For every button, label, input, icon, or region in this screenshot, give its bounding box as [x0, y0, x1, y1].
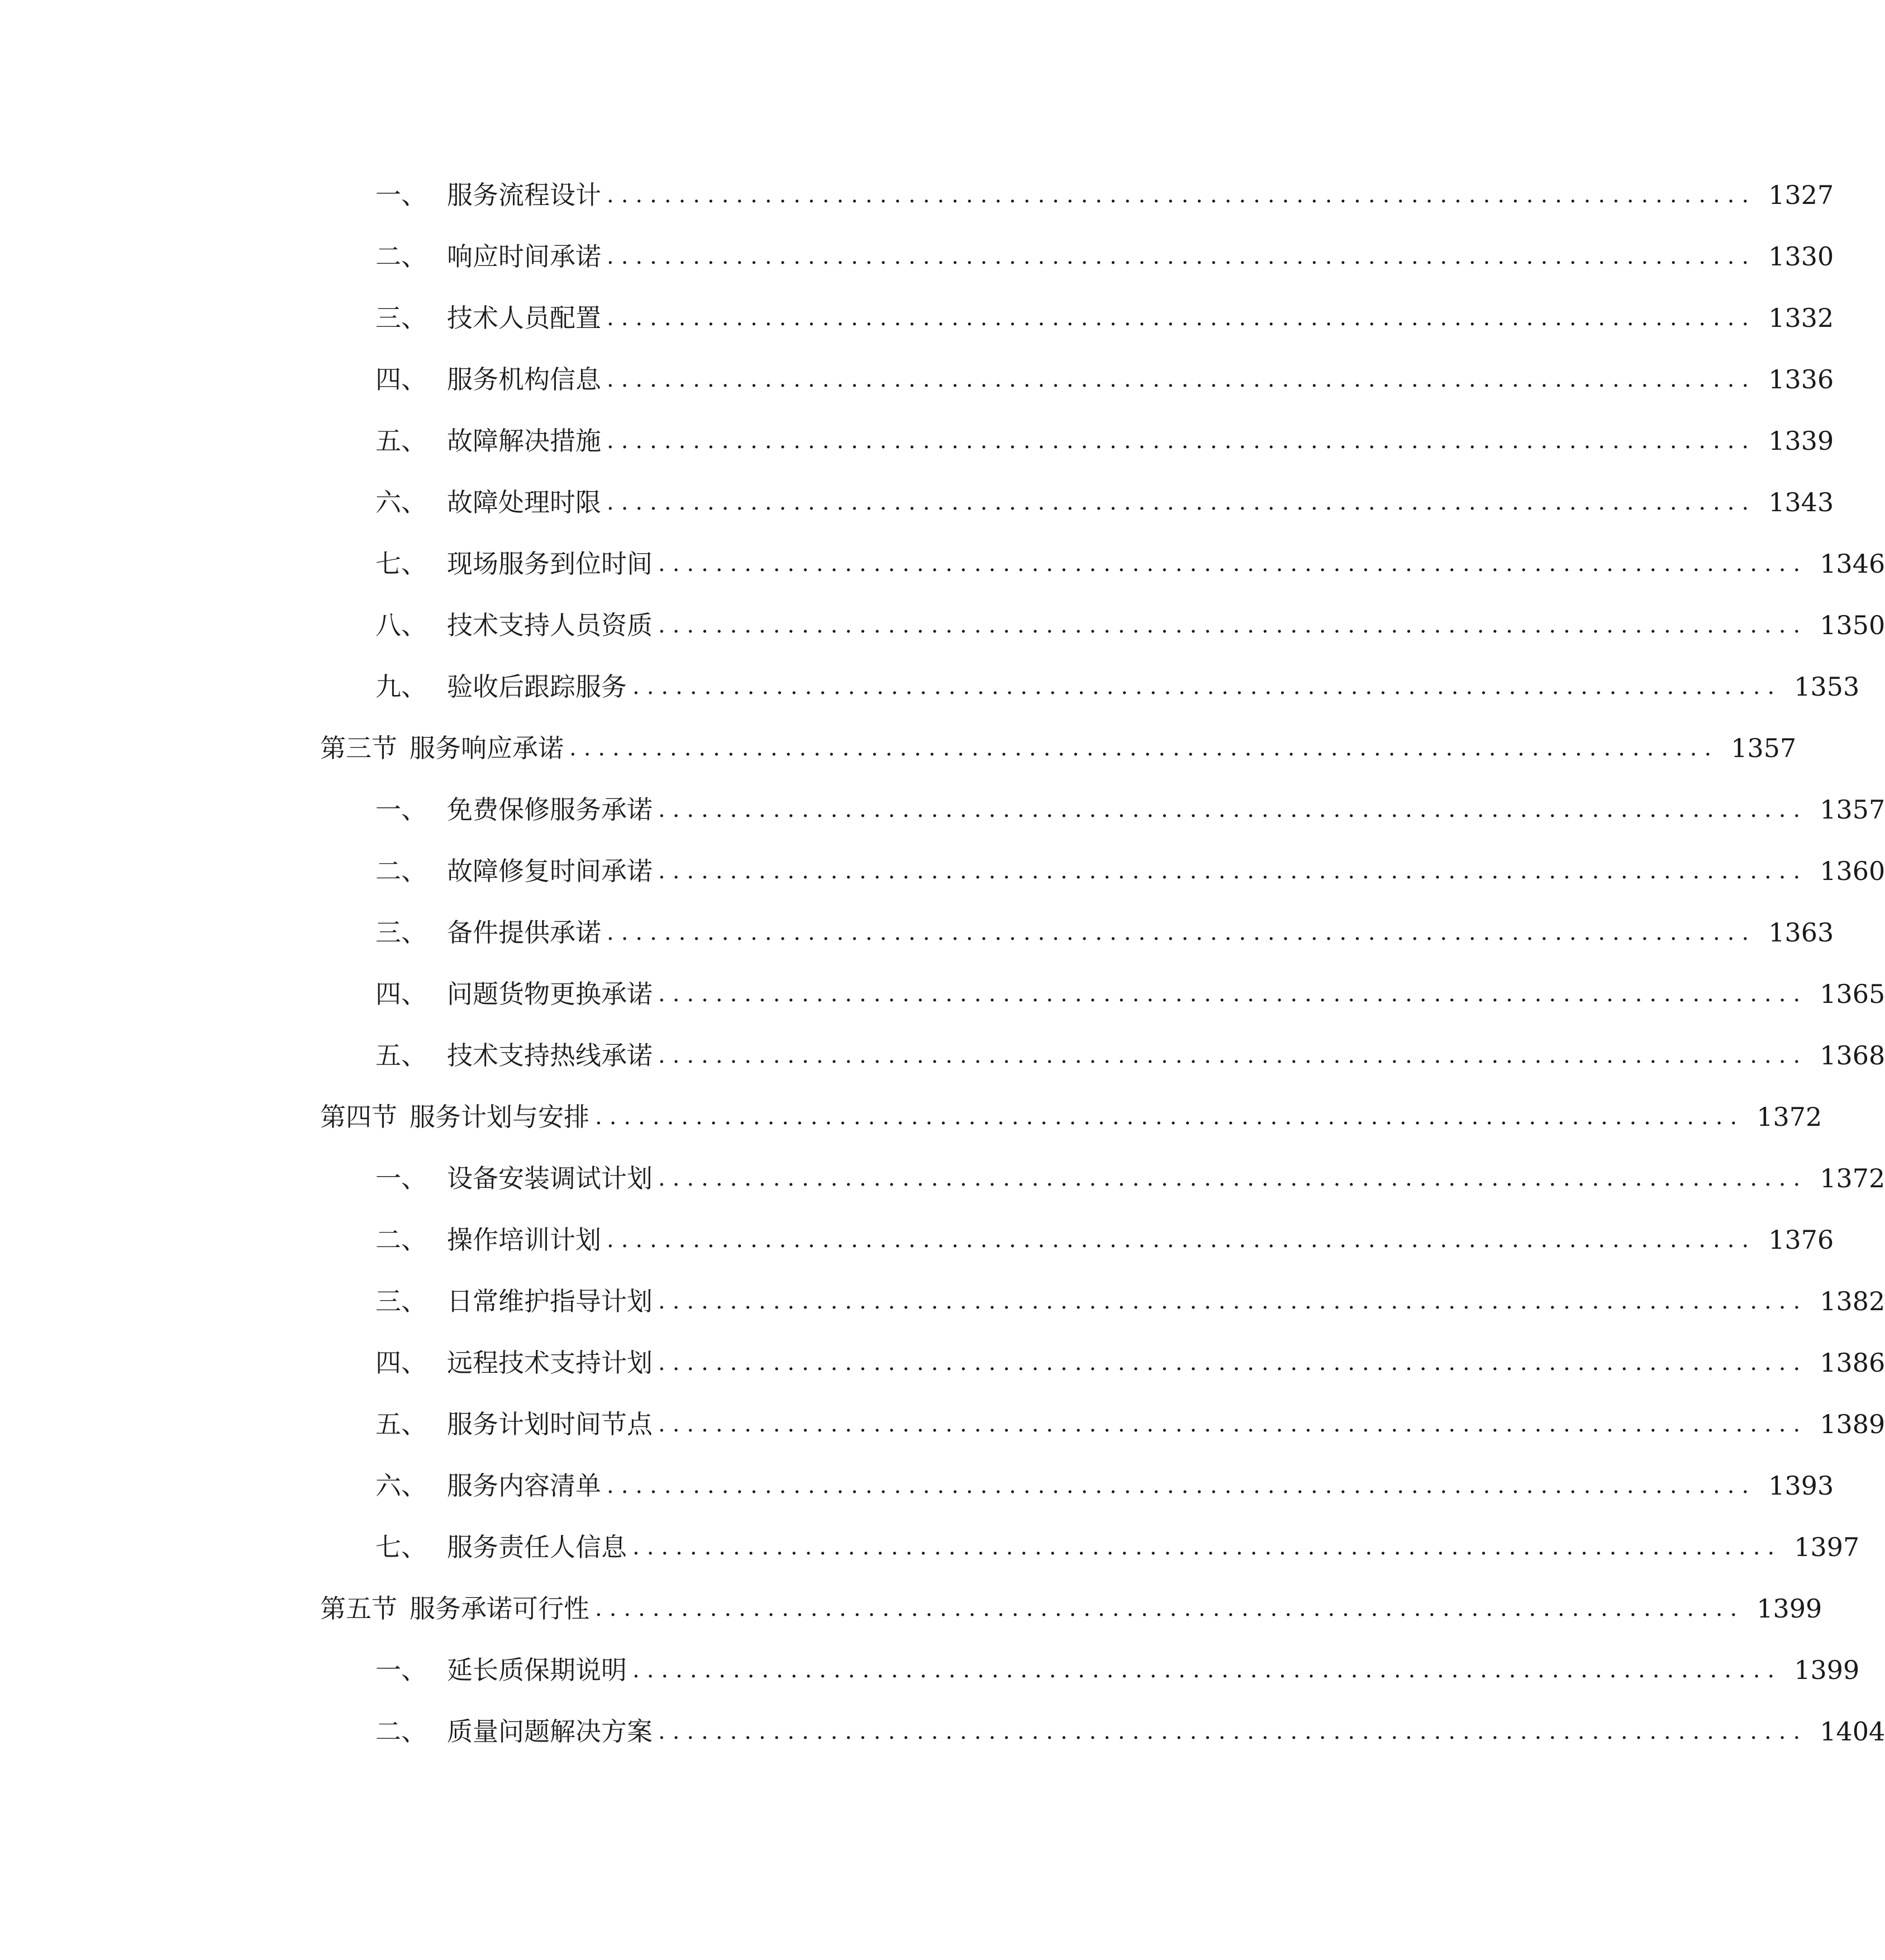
- toc-entry-title: 质量问题解决方案: [447, 1716, 653, 1747]
- dot-leader: ................................................................................: [607, 244, 1757, 269]
- toc-entry-title: 服务计划时间节点: [447, 1409, 653, 1439]
- toc-entry-title: 响应时间承诺: [447, 241, 601, 272]
- dot-leader: ................................................................................: [607, 367, 1757, 392]
- toc-entry-page-number: 1372: [1757, 1102, 1822, 1132]
- dot-leader: ................................................................................: [607, 489, 1757, 515]
- toc-entry-page-number: 1360: [1820, 856, 1885, 886]
- toc-entry[interactable]: [375, 1525, 1860, 1569]
- toc-section-title: 服务响应承诺: [410, 733, 564, 763]
- toc-entry-number: 一、: [375, 180, 427, 210]
- toc-entry-title: 技术人员配置: [447, 303, 601, 333]
- toc-entry-page-number: 1353: [1794, 672, 1860, 702]
- dot-leader: ................................................................................: [595, 1104, 1745, 1130]
- dot-leader: ................................................................................: [607, 1473, 1757, 1498]
- toc-entry[interactable]: [375, 1279, 1885, 1324]
- toc-entry-title: 故障修复时间承诺: [447, 856, 653, 886]
- toc-entry[interactable]: [375, 603, 1885, 648]
- toc-entry-title: 设备安装调试计划: [447, 1163, 653, 1193]
- toc-entry[interactable]: [375, 1402, 1885, 1447]
- toc-entry-number: 二、: [375, 1716, 427, 1747]
- toc-entry-page-number: 1343: [1768, 487, 1834, 517]
- toc-entry-title: 现场服务到位时间: [447, 549, 653, 579]
- toc-entry-page-number: 1363: [1768, 917, 1834, 948]
- toc-entry-page-number: 1399: [1794, 1655, 1860, 1685]
- toc-entry-number: 三、: [375, 1286, 427, 1316]
- toc-entry[interactable]: [375, 1340, 1885, 1385]
- toc-entry[interactable]: [375, 418, 1834, 463]
- toc-entry-title: 服务流程设计: [447, 180, 601, 210]
- toc-entry-number: 八、: [375, 610, 427, 640]
- toc-entry[interactable]: [375, 1033, 1885, 1078]
- toc-entry-number: 九、: [375, 672, 427, 702]
- toc-entry-number: 一、: [375, 795, 427, 825]
- toc-entry-page-number: 1327: [1768, 180, 1834, 210]
- toc-entry-title: 远程技术支持计划: [447, 1348, 653, 1378]
- toc-entry-page-number: 1365: [1820, 979, 1885, 1009]
- toc-entry[interactable]: [375, 1648, 1860, 1692]
- toc-entry[interactable]: [375, 357, 1834, 402]
- toc-entry-number: 七、: [375, 1532, 427, 1562]
- dot-leader: ................................................................................: [658, 1043, 1808, 1068]
- dot-leader: ................................................................................: [658, 1350, 1808, 1376]
- toc-entry[interactable]: [375, 480, 1834, 525]
- toc-entry-page-number: 1389: [1820, 1409, 1885, 1439]
- toc-entry[interactable]: [375, 1156, 1885, 1201]
- toc-entry-page-number: 1350: [1820, 610, 1885, 640]
- toc-entry-title: 服务内容清单: [447, 1471, 601, 1501]
- toc-entry-number: 二、: [375, 241, 427, 272]
- toc-entry[interactable]: [375, 849, 1885, 893]
- toc-entry-title: 故障解决措施: [447, 426, 601, 456]
- dot-leader: ................................................................................: [658, 1719, 1808, 1744]
- toc-entry[interactable]: [375, 910, 1834, 955]
- dot-leader: ................................................................................: [658, 1288, 1808, 1314]
- toc-entry-number: 三、: [375, 303, 427, 333]
- dot-leader: ................................................................................: [607, 920, 1757, 945]
- toc-section-number: 第五节: [320, 1593, 397, 1624]
- toc-entry-page-number: 1368: [1820, 1040, 1885, 1071]
- toc-entry-number: 六、: [375, 487, 427, 517]
- toc-entry-number: 一、: [375, 1163, 427, 1193]
- toc-entry[interactable]: [375, 787, 1885, 832]
- toc-entry-number: 五、: [375, 426, 427, 456]
- toc-entry-title: 故障处理时限: [447, 487, 601, 517]
- toc-entry-title: 日常维护指导计划: [447, 1286, 653, 1316]
- dot-leader: ................................................................................: [632, 1657, 1782, 1683]
- dot-leader: ................................................................................: [595, 1596, 1745, 1621]
- dot-leader: ................................................................................: [658, 612, 1808, 638]
- toc-entry[interactable]: [375, 1709, 1885, 1754]
- toc-entry-number: 七、: [375, 549, 427, 579]
- dot-leader: ................................................................................: [658, 1411, 1808, 1437]
- dot-leader: ................................................................................: [658, 551, 1808, 577]
- toc-entry-page-number: 1357: [1820, 795, 1885, 825]
- toc-entry-number: 五、: [375, 1040, 427, 1071]
- dot-leader: ................................................................................: [607, 428, 1757, 454]
- toc-entry-number: 二、: [375, 1225, 427, 1255]
- dot-leader: ................................................................................: [569, 735, 1719, 761]
- toc-entry[interactable]: [375, 972, 1885, 1016]
- dot-leader: ................................................................................: [658, 981, 1808, 1007]
- toc-entry-title: 技术支持人员资质: [447, 610, 653, 640]
- dot-leader: ................................................................................: [658, 797, 1808, 822]
- toc-entry-number: 二、: [375, 856, 427, 886]
- toc-section-number: 第三节: [320, 733, 397, 763]
- toc-entry-title: 问题货物更换承诺: [447, 979, 653, 1009]
- toc-entry[interactable]: [375, 1463, 1834, 1508]
- toc-entry-page-number: 1330: [1768, 241, 1834, 272]
- dot-leader: ................................................................................: [632, 674, 1782, 700]
- toc-entry-page-number: 1332: [1768, 303, 1834, 333]
- toc-entry-page-number: 1339: [1768, 426, 1834, 456]
- toc-entry-page-number: 1346: [1820, 549, 1885, 579]
- toc-entry-title: 免费保修服务承诺: [447, 795, 653, 825]
- toc-entry[interactable]: [375, 1217, 1834, 1262]
- toc-entry-page-number: 1372: [1820, 1163, 1885, 1193]
- toc-entry-title: 备件提供承诺: [447, 917, 601, 948]
- toc-entry[interactable]: [375, 173, 1834, 217]
- toc-section-title: 服务承诺可行性: [410, 1593, 589, 1624]
- toc-entry-number: 一、: [375, 1655, 427, 1685]
- toc-entry-title: 延长质保期说明: [447, 1655, 627, 1685]
- dot-leader: ................................................................................: [607, 305, 1757, 331]
- toc-entry-page-number: 1382: [1820, 1286, 1885, 1316]
- toc-entry-page-number: 1397: [1794, 1532, 1860, 1562]
- toc-entry-number: 三、: [375, 917, 427, 948]
- toc-entry-title: 技术支持热线承诺: [447, 1040, 653, 1071]
- toc-entry[interactable]: [375, 296, 1834, 340]
- toc-section-number: 第四节: [320, 1102, 397, 1132]
- toc-section-entry[interactable]: [320, 726, 1797, 770]
- toc-entry-number: 五、: [375, 1409, 427, 1439]
- dot-leader: ................................................................................: [658, 1165, 1808, 1191]
- toc-entry-page-number: 1393: [1768, 1471, 1834, 1501]
- toc-entry-title: 服务机构信息: [447, 364, 601, 394]
- dot-leader: ................................................................................: [607, 182, 1757, 208]
- toc-entry-title: 操作培训计划: [447, 1225, 601, 1255]
- toc-entry-page-number: 1376: [1768, 1225, 1834, 1255]
- toc-section-title: 服务计划与安排: [410, 1102, 589, 1132]
- toc-entry[interactable]: [375, 541, 1885, 586]
- toc-section-entry[interactable]: [320, 1586, 1822, 1631]
- toc-entry-page-number: 1357: [1731, 733, 1797, 763]
- dot-leader: ................................................................................: [607, 1227, 1757, 1253]
- toc-entry-page-number: 1336: [1768, 364, 1834, 394]
- toc-entry-number: 四、: [375, 1348, 427, 1378]
- toc-entry-title: 服务责任人信息: [447, 1532, 627, 1562]
- dot-leader: ................................................................................: [632, 1534, 1782, 1560]
- toc-entry-page-number: 1399: [1757, 1593, 1822, 1624]
- toc-entry[interactable]: [375, 234, 1834, 279]
- toc-entry-page-number: 1386: [1820, 1348, 1885, 1378]
- toc-entry-number: 六、: [375, 1471, 427, 1501]
- toc-entry-number: 四、: [375, 979, 427, 1009]
- dot-leader: ................................................................................: [658, 858, 1808, 884]
- toc-section-entry[interactable]: [320, 1095, 1822, 1139]
- toc-entry-page-number: 1404: [1820, 1716, 1885, 1747]
- toc-entry-number: 四、: [375, 364, 427, 394]
- toc-entry[interactable]: [375, 664, 1860, 709]
- toc-entry-title: 验收后跟踪服务: [447, 672, 627, 702]
